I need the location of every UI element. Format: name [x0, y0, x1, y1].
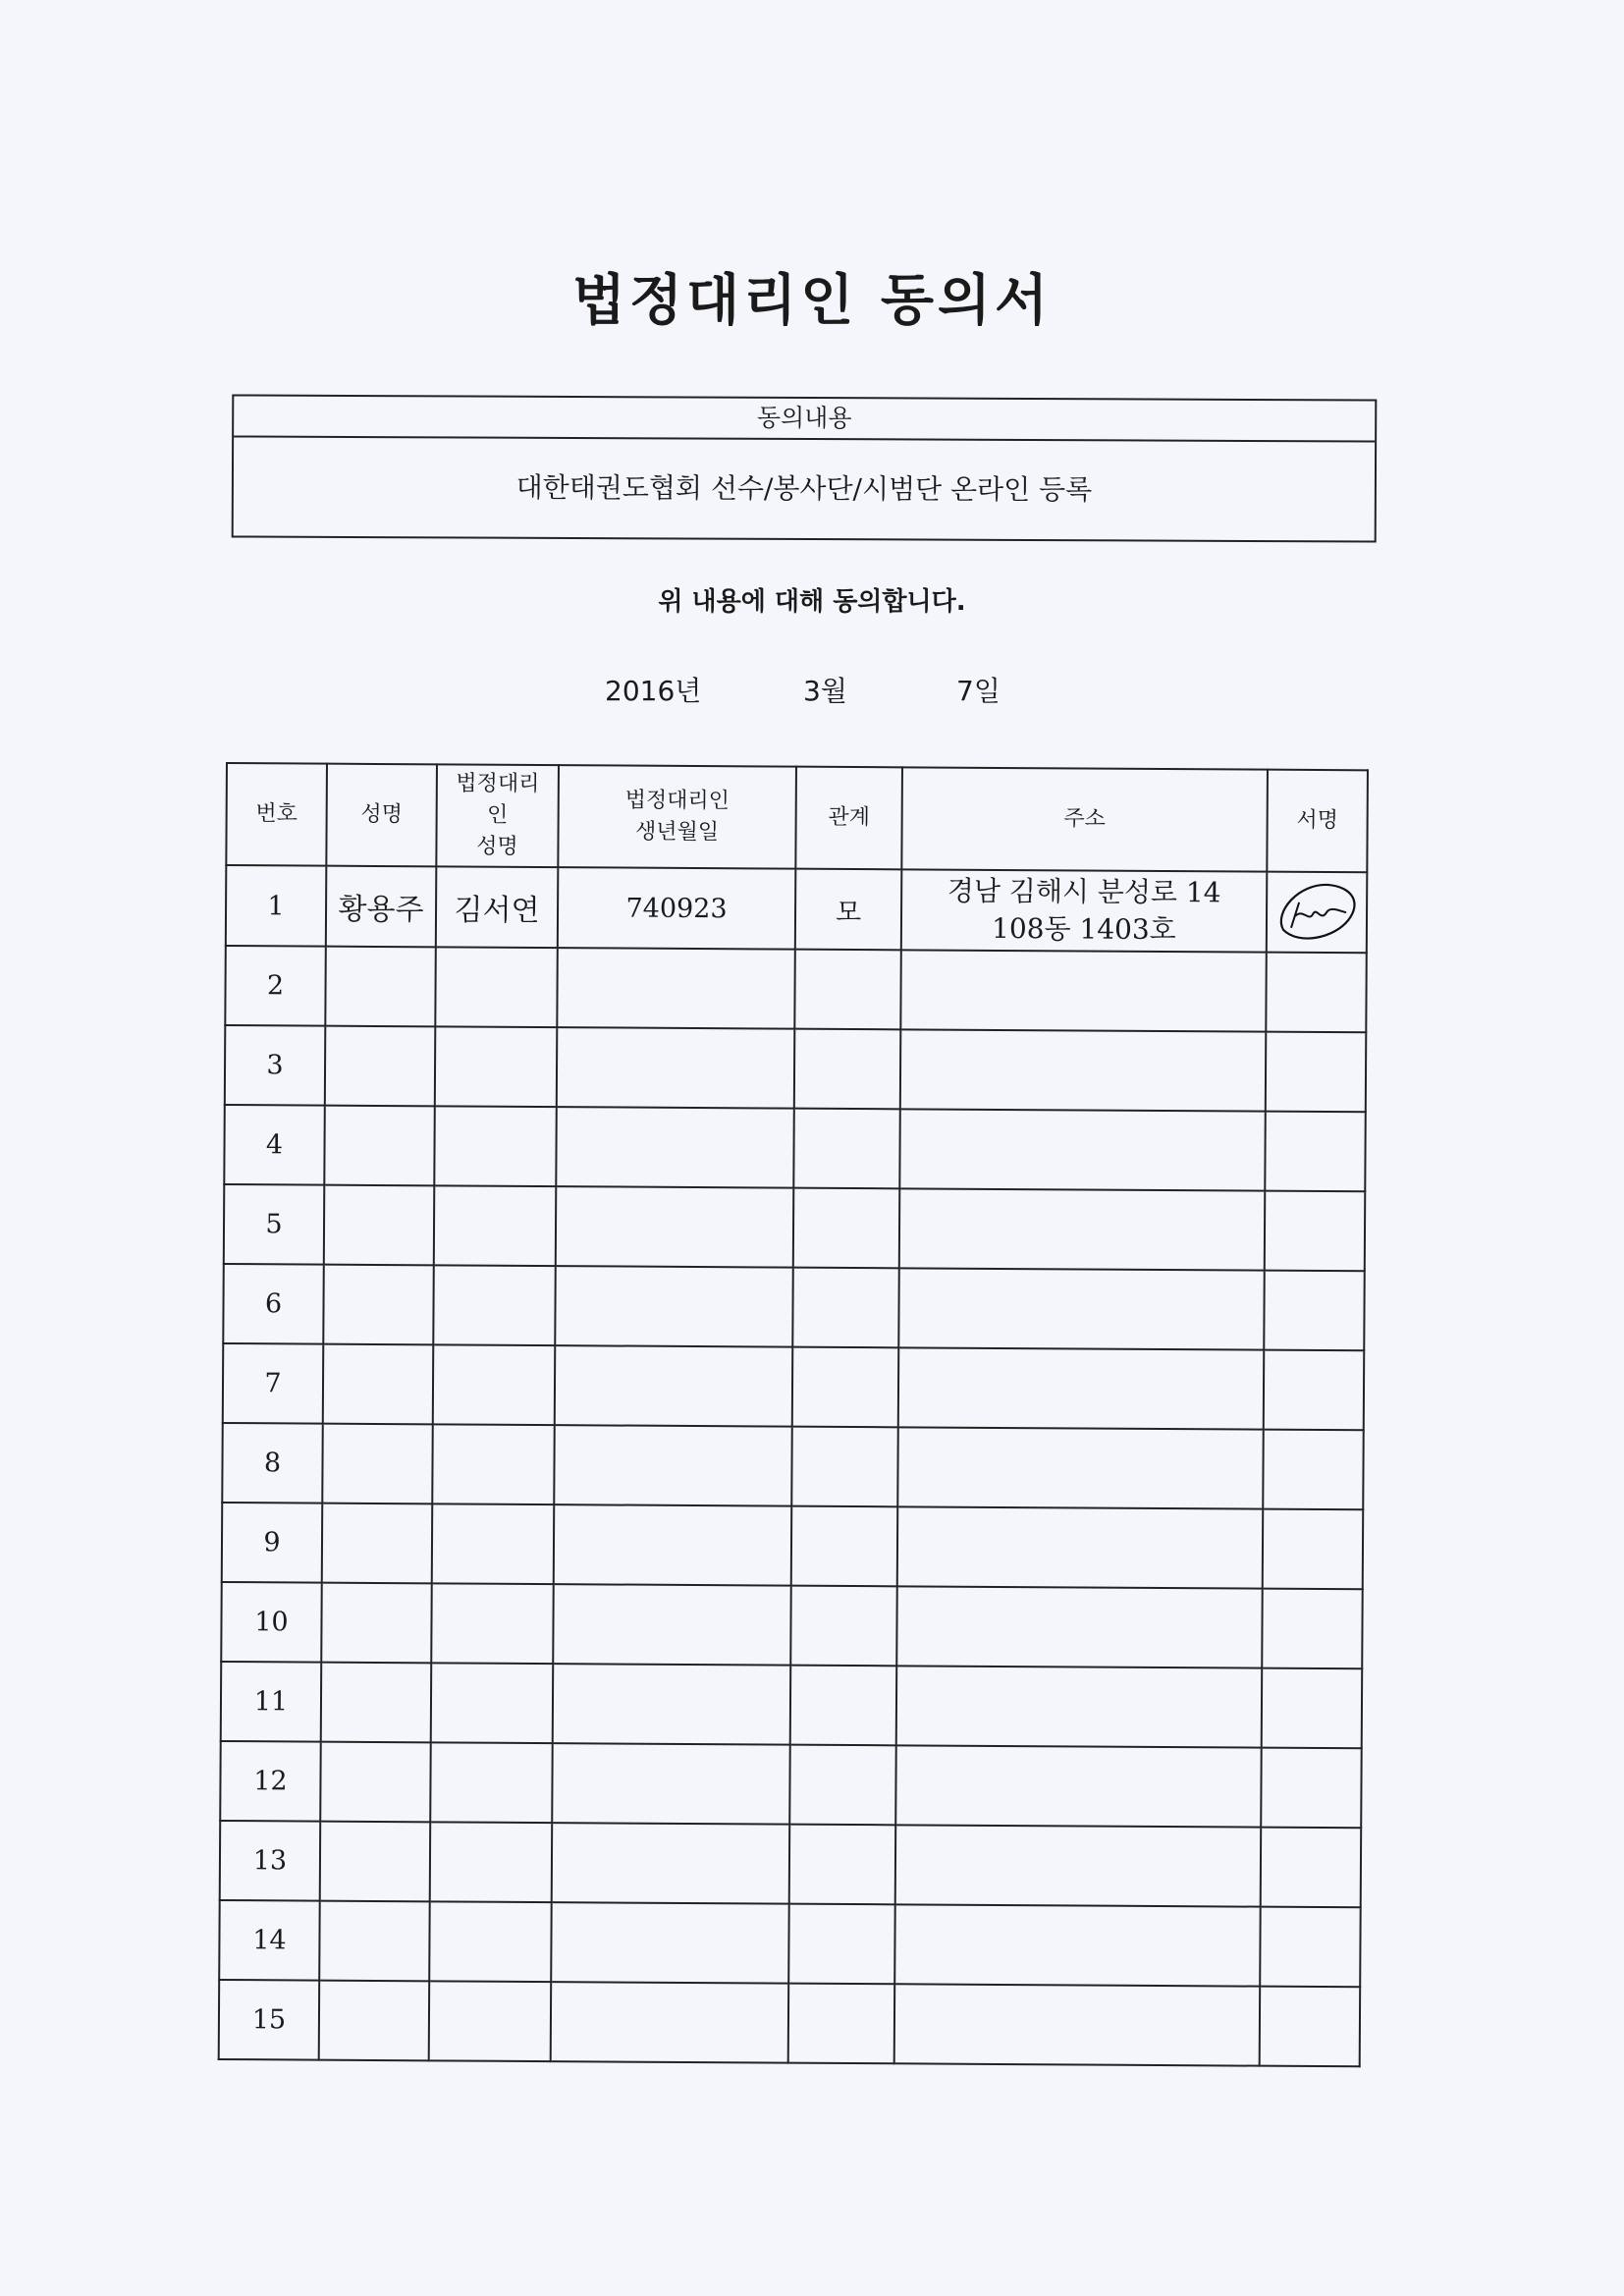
row-address [895, 1825, 1262, 1906]
row-signature [1264, 1271, 1365, 1351]
row-guardian-name: 김서연 [436, 866, 559, 948]
row-address [899, 1188, 1266, 1270]
header-signature: 서명 [1267, 770, 1368, 873]
table-header-row [226, 763, 1368, 872]
page-title: 법정대리인 동의서 [571, 269, 1053, 333]
table-row [222, 1503, 1363, 1589]
row-name [325, 1026, 436, 1107]
table-row [224, 1105, 1365, 1191]
table-row [222, 1423, 1363, 1509]
row-signature [1261, 1828, 1362, 1908]
row-number: 13 [220, 1821, 321, 1901]
row-signature [1265, 1112, 1366, 1192]
row-address [897, 1427, 1264, 1508]
row-address [894, 1984, 1261, 2065]
row-name [323, 1265, 434, 1345]
row-signature [1260, 1907, 1361, 1988]
row-signature [1263, 1430, 1364, 1510]
row-name [321, 1583, 432, 1664]
row-guardian-birth [554, 1504, 792, 1586]
row-relation [789, 1825, 896, 1905]
row-number: 14 [219, 1900, 320, 1981]
row-number: 10 [221, 1582, 322, 1663]
row-number: 15 [219, 1980, 320, 2060]
row-name [325, 947, 436, 1027]
row-relation [790, 1586, 897, 1667]
row-relation [789, 1745, 896, 1826]
row-address [897, 1506, 1264, 1588]
header-guardian-name-line2: 인 [486, 802, 509, 828]
row-relation [792, 1268, 899, 1348]
row-address [901, 869, 1268, 952]
row-guardian-birth [557, 948, 795, 1029]
row-signature [1263, 1509, 1364, 1590]
row-relation [792, 1347, 899, 1428]
row-relation [793, 1109, 900, 1189]
date-year: 2016년 [605, 675, 702, 707]
row-name [321, 1663, 432, 1743]
header-address: 주소 [901, 767, 1268, 871]
row-guardian-birth [552, 1743, 790, 1825]
row-relation [790, 1666, 897, 1746]
row-number: 7 [223, 1343, 324, 1424]
row-guardian-name [434, 1106, 557, 1186]
header-guardian-birth [558, 765, 796, 869]
row-guardian-birth [552, 1823, 790, 1904]
table-row [220, 1821, 1361, 1907]
table-row [225, 946, 1366, 1032]
agree-statement: 위 내용에 대해 동의합니다. [658, 587, 966, 617]
table-row [219, 1980, 1360, 2066]
row-address [895, 1745, 1262, 1827]
row-guardian-birth [556, 1107, 794, 1188]
header-no: 번호 [226, 763, 327, 866]
row-guardian-birth: 740923 [558, 867, 796, 950]
row-guardian-birth [553, 1584, 791, 1666]
row-name: 황용주 [326, 866, 437, 948]
consent-header: 동의내용 [234, 396, 1375, 442]
table-row [224, 1184, 1365, 1271]
header-guardian-birth-line1: 법정대리인 [624, 788, 730, 814]
table-row [226, 865, 1367, 953]
row-name [319, 1981, 430, 2061]
table-row [223, 1264, 1364, 1350]
row-guardian-name [430, 1822, 553, 1902]
row-number: 11 [221, 1662, 322, 1742]
row-number: 6 [223, 1264, 324, 1344]
consent-body: 대한태권도협회 선수/봉사단/시범단 온라인 등록 [515, 470, 1093, 507]
date-day: 7일 [956, 675, 1001, 707]
handwritten-signature [1270, 873, 1365, 953]
guardian-table [218, 762, 1369, 2067]
header-name: 성명 [326, 764, 437, 867]
row-guardian-name [434, 1185, 557, 1266]
row-guardian-name [429, 1981, 552, 2061]
row-signature [1264, 1350, 1365, 1431]
table-row [223, 1343, 1364, 1430]
row-signature [1266, 953, 1367, 1033]
row-name [320, 1742, 431, 1823]
row-guardian-birth [551, 1902, 789, 1984]
table-row [221, 1662, 1362, 1748]
row-name [319, 1901, 430, 1982]
row-name [324, 1185, 435, 1266]
row-number: 2 [225, 946, 326, 1026]
row-signature [1267, 872, 1368, 954]
row-number: 3 [225, 1025, 326, 1106]
row-relation [788, 1904, 895, 1985]
row-relation: 모 [795, 869, 902, 951]
row-guardian-name [433, 1265, 556, 1345]
row-signature [1260, 1987, 1361, 2067]
row-guardian-birth [555, 1266, 793, 1347]
row-address [894, 1904, 1261, 1986]
row-name [322, 1424, 433, 1504]
row-guardian-name [431, 1663, 554, 1743]
table-row [221, 1582, 1362, 1668]
row-address [898, 1347, 1265, 1429]
row-guardian-name [431, 1583, 554, 1664]
row-relation [791, 1427, 898, 1507]
row-address [896, 1666, 1263, 1747]
row-address [900, 1029, 1267, 1111]
row-relation [788, 1984, 895, 2064]
row-number: 8 [222, 1423, 323, 1503]
consent-box [232, 394, 1378, 542]
row-signature [1261, 1748, 1362, 1829]
header-guardian-name [436, 764, 559, 867]
row-guardian-name [435, 1026, 558, 1107]
row-address [899, 1109, 1266, 1190]
row-name [322, 1503, 433, 1584]
row-address-line1: 경남 김해시 분성로 14 [947, 874, 1221, 909]
row-number: 4 [224, 1105, 325, 1185]
header-guardian-name-line3: 성명 [476, 834, 518, 859]
row-number: 9 [222, 1503, 323, 1583]
row-name [324, 1106, 435, 1186]
row-guardian-name [432, 1503, 555, 1584]
row-relation [791, 1506, 898, 1587]
row-relation [794, 950, 901, 1030]
table-row [225, 1025, 1366, 1112]
header-relation: 관계 [795, 767, 902, 870]
row-address-line2: 108동 1403호 [991, 911, 1176, 947]
row-signature [1262, 1589, 1363, 1669]
row-address [898, 1268, 1265, 1349]
row-signature [1266, 1032, 1367, 1113]
row-number: 12 [220, 1741, 321, 1822]
table-row [219, 1900, 1360, 1987]
row-guardian-name [432, 1424, 555, 1504]
row-guardian-birth [551, 1982, 789, 2063]
row-guardian-birth [555, 1345, 793, 1427]
table-row [220, 1741, 1361, 1828]
row-signature [1262, 1668, 1363, 1749]
header-guardian-birth-line2: 생년월일 [634, 819, 720, 846]
row-number: 5 [224, 1184, 325, 1265]
row-guardian-birth [553, 1664, 791, 1745]
row-guardian-birth [556, 1186, 794, 1268]
row-guardian-name [429, 1901, 552, 1982]
row-name [323, 1344, 434, 1425]
row-guardian-name [435, 947, 558, 1027]
row-guardian-birth [554, 1425, 792, 1506]
row-guardian-birth [557, 1027, 795, 1109]
row-relation [793, 1188, 900, 1269]
row-signature [1265, 1191, 1366, 1272]
row-address [896, 1586, 1263, 1667]
date-month: 3월 [803, 675, 847, 707]
row-address [900, 950, 1267, 1031]
row-guardian-name [430, 1742, 553, 1823]
row-name [320, 1822, 431, 1902]
row-number: 1 [226, 865, 327, 947]
row-relation [794, 1029, 901, 1110]
header-guardian-name-line1: 법정대리 [456, 771, 540, 797]
row-guardian-name [433, 1344, 556, 1425]
